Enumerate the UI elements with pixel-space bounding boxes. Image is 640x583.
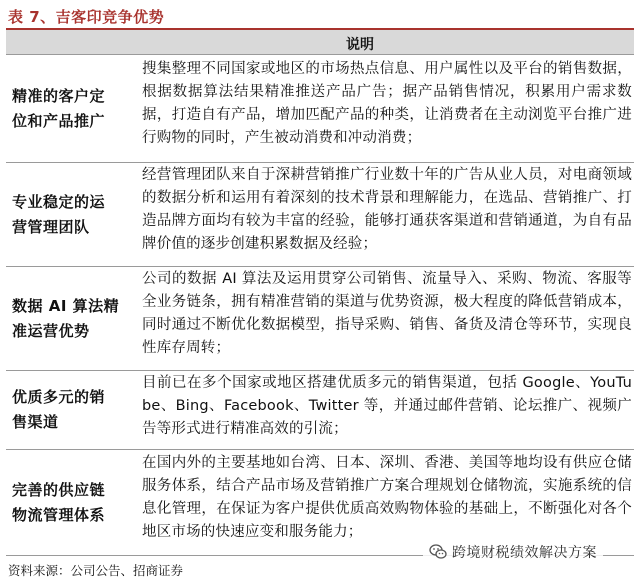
source-note: 资料来源：公司公告、招商证券 xyxy=(8,563,184,578)
row-name-cell xyxy=(12,371,134,449)
row-name-line: 专业稳定的运 xyxy=(12,192,106,211)
row-description: 经营管理团队来自于深耕营销推广行业数十年的广告从业人员，对电商领域的数据分析和运用有着深刻的技术背景和理解能力，在选品、营销推广、打造品牌方面均有较为丰富的经验，能够打通获客渠道和营销通道，为自有品牌价值的逐步创建积累数据及经验； xyxy=(142,167,632,252)
row-description: 搜集整理不同国家或地区的市场热点信息、用户属性以及平台的销售数据，根据数据算法结果精准推送产品广告；据产品销售情况，积累用户需求数据，打造自有产品，增加匹配产品的种类，让消费者在主动浏览平台推广进行购物的同时，产生被动消费和冲动消费； xyxy=(142,61,632,146)
table-row xyxy=(6,56,634,163)
row-description: 公司的数据 AI 算法及运用贯穿公司销售、流量导入、采购、物流、客服等全业务链条，拥有精准营销的渠道与优势资源，极大程度的降低营销成本，同时通过不断优化数据模型，指导采购、销售、备货及清仓等环节，实现良性库存周转； xyxy=(142,271,632,356)
row-description: 在国内外的主要基地如台湾、日本、深圳、香港、美国等地均设有供应仓储服务体系，结合产品市场及营销推广方案合理规划仓储物流，实施系统的信息化管理，在保证为客户提供优质高效购物体验的基础上，不断强化对各个地区市场的快速应变和服务能力； xyxy=(142,455,632,540)
row-name-line: 营管理团队 xyxy=(12,217,90,236)
table-header xyxy=(6,30,634,55)
row-name-line: 优质多元的销 xyxy=(12,388,106,406)
table-row xyxy=(6,267,634,371)
row-name-line: 数据 AI 算法精 xyxy=(12,296,120,315)
row-name-line: 售渠道 xyxy=(12,413,59,431)
header-description-label: 说明 xyxy=(346,37,374,53)
table-row xyxy=(6,371,634,450)
watermark xyxy=(423,541,603,563)
row-name-line: 物流管理体系 xyxy=(12,505,106,524)
row-name-cell xyxy=(12,450,134,555)
row-name-cell xyxy=(12,163,134,266)
row-name-line: 精准的客户定 xyxy=(12,87,106,105)
row-name-line: 完善的供应链 xyxy=(12,480,106,499)
table-row xyxy=(6,163,634,267)
table-title: 表 7、吉客印竞争优势 xyxy=(8,8,165,26)
row-name-line: 位和产品推广 xyxy=(12,112,106,130)
watermark-text: 跨境财税绩效解决方案 xyxy=(452,545,597,561)
row-description: 目前已在多个国家或地区搭建优质多元的销售渠道，包括 Google、YouTube、Bing、Facebook、Twitter 等，并通过邮件营销、论坛推广、视频广告等形式进行精准高效的引流； xyxy=(142,375,632,437)
row-name-line: 准运营优势 xyxy=(12,321,90,340)
row-name-cell xyxy=(12,56,134,162)
wechat-icon xyxy=(429,544,447,560)
row-name-cell xyxy=(12,267,134,370)
